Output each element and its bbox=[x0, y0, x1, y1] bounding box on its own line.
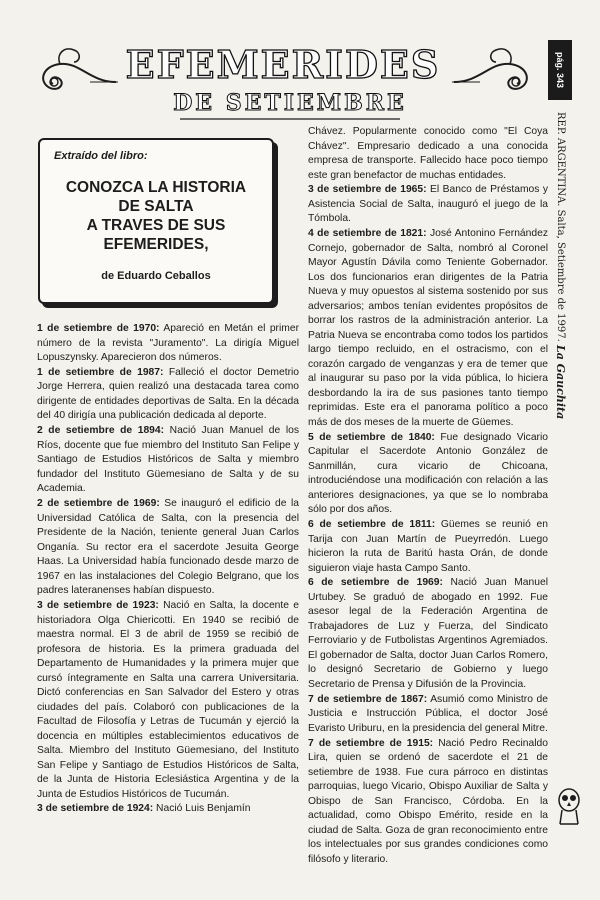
book-title: CONOZCA LA HISTORIA DE SALTA A TRAVES DE SUS EFEMERIDES, bbox=[65, 179, 247, 253]
entry: 2 de setiembre de 1969: Se inauguró el edificio de la Universidad Católica de Salta, con la presencia del Presidente de la Nación, teniente general Juan Carlos Onganía. Su rector era el sacerdote Jesuita George Haas. La Universidad había funcionado desde marzo de 1967 en las instalaciones del Colegio Belgrano, que los padres lateranenses habían dispuesto. bbox=[37, 498, 299, 597]
entry: 7 de setiembre de 1867: Asumió como Ministro de Justicia e Instrucción Pública, el doctor José Evaristo Uriburu, en la presidencia del general Mitre. bbox=[308, 693, 549, 734]
page-title: EFEMERIDES bbox=[125, 42, 441, 87]
page-header bbox=[30, 38, 530, 118]
left-scroll-ornament bbox=[30, 42, 120, 102]
book-author: de Eduardo Ceballos bbox=[101, 270, 211, 282]
entry: Chávez. Popularmente conocido como "El Coya Chávez". Empresario dedicado a una conocida empresa de transporte. Fallecido hace poco tiempo este gran benefactor de muchas entidades. bbox=[308, 126, 548, 181]
entry: 2 de setiembre de 1894: Nació Juan Manuel de los Ríos, docente que fue miembro del Instituto San Felipe y Santiago de Estudios Históricos de Salta y miembro fundador del Instituto Güemesiano de Salta y de su Academia. bbox=[37, 425, 299, 495]
book-source-box bbox=[38, 138, 274, 304]
entry: 3 de setiembre de 1965: El Banco de Préstamos y Asistencia Social de Salta, inauguró el juego de la Tómbola. bbox=[308, 184, 548, 225]
page-subtitle: DE SETIEMBRE bbox=[173, 90, 407, 116]
right-scroll-ornament bbox=[450, 42, 540, 102]
publication-brand: La Gauchita bbox=[554, 344, 567, 420]
right-column bbox=[308, 125, 548, 868]
side-margin bbox=[548, 40, 578, 420]
entry: 5 de setiembre de 1840: Fue designado Vicario Capitular el Sacerdote Antonio González de Sanmillán, cura vicario de Chicoana, introduciéndose una modificación con relación a las anteriores designaciones, ya que se lo nombraba sólo por dos años. bbox=[308, 431, 548, 516]
source-kicker: Extraído del libro: bbox=[54, 150, 148, 162]
underline-flourish bbox=[180, 116, 400, 122]
entry: 6 de setiembre de 1811: Güemes se reunió en Tarija con Juan Martín de Pueyrredón. Luego hicieron la ruta de Baritú hasta Orán, de donde siguieron viaje hasta Campo Santo. bbox=[308, 519, 548, 574]
entry: 7 de setiembre de 1915: Nació Pedro Recinaldo Lira, quien se ordenó de sacerdote el 21 de setiembre de 1938. Fue cura párroco en distintas parroquias, luego Vicario, Obispo Auxiliar de Salta y Obispo de San Francisco, Córdoba. En la actualidad, como Obispo Emérito, reside en la ciudad de Salta. Goza de gran reconocimiento entre los intelectuales por sus grandes condiciones como filósofo y literario. bbox=[308, 737, 548, 865]
entry: 6 de setiembre de 1969: Nació Juan Manuel Urtubey. Se graduó de abogado en 1992. Fue asesor legal de la Federación Argentina de Trabajadores de Luz y Fuerza, del Sindicato Ferroviario y de Futbolistas Argentinos Agremiados. El gobernador de Salta, doctor Juan Carlos Romero, lo designó Secretario de Gobierno y luego Secretario de Prensa y Difusión de la Provincia. bbox=[308, 577, 549, 690]
publication-info bbox=[548, 112, 572, 420]
entry: 3 de setiembre de 1923: Nació en Salta, la docente e historiadora Olga Chiericotti. En 1940 se recibió de maestra normal. El 3 de abril de 1959 se recibió de profesora de historia. Es la primera graduada del Departamento de Humanidades y la primera mujer que cursó íntegramente en Salta una carrera Universitaria. Dictó conferencias en San Salvador del Estero y otras ciudades del país. Colaboró con publicaciones de la Facultad de Filosofía y Letras de Tucumán y ejerció la docencia en múltiples establecimientos educativos de Salta. Miembro del Instituto Güemesiano, del Instituto San Felipe y Santiago de Estudios Históricos de Salta, de la Junta de Historia Eclesiástica Argentina y de la Junta de Estudios Históricos de Tucumán. bbox=[37, 600, 299, 800]
entry: 3 de setiembre de 1924: Nació Luis Benjamín bbox=[37, 803, 251, 815]
entry: 1 de setiembre de 1987: Falleció el doctor Demetrio Jorge Herrera, quien realizó una destacada tarea como dirigente de entidades deportivas de Salta. En la década del 40 dirigía una publicación dedicada al deporte. bbox=[37, 366, 300, 422]
left-column bbox=[37, 322, 299, 817]
entry: 1 de setiembre de 1970: Apareció en Metán el primer número de la revista "Juramento". La dirigía Miguel Lopuszynsky. Aparecieron dos números. bbox=[37, 323, 300, 363]
owl-mascot-icon bbox=[556, 786, 582, 828]
page-number-tab: pág. 343 bbox=[548, 40, 572, 100]
publication-line: REP. ARGENTINA. Salta, Setiembre de 1997. bbox=[555, 112, 566, 342]
entry: 4 de setiembre de 1821: José Antonino Fernández Cornejo, gobernador de Salta, nombró al Coronel Mayor Agustín Dávila como Teniente Gobernador. Los dos funcionarios eran dirigentes de la Patria Nueva y muy opuestos al sistema sostenido por sus adversarios; ambos tenían evidentes propósitos de borrar los rastros de la administración anterior. La Patria Nueva se encontraba como todos los partidos largo tiempo recluido, en el ostracismo, con el corazón cargado de venganzas y era de temer que al inaugurar su paso por la vida pública, lo hiciera desbordando la ira de sus pasiones tanto tiempo reprimidas. Este era el panorama político a poco más de dos meses de la muerte de Güemes. bbox=[308, 228, 548, 428]
